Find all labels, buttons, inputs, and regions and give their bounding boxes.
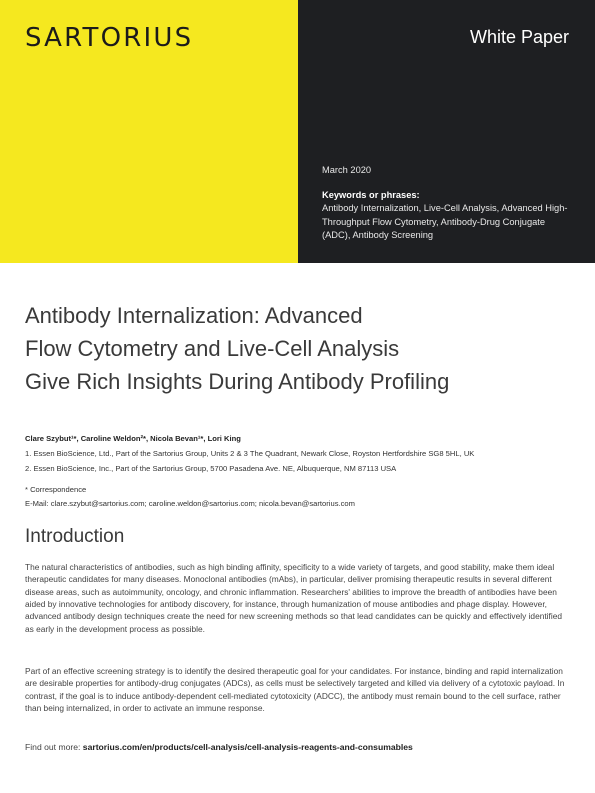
correspondence-label: * Correspondence: [25, 485, 87, 494]
dark-panel: [298, 0, 595, 263]
affiliation-2: 2. Essen BioScience, Inc., Part of the Sartorius Group, 5700 Pasadena Ave. NE, Albuquerque, NM 87113 USA: [25, 464, 397, 473]
correspondence-block: [25, 483, 575, 511]
title-line-3: Give Rich Insights During Antibody Profiling: [25, 369, 450, 394]
find-out-more-label: Find out more:: [25, 742, 81, 752]
sartorius-logo: SARTORIUS: [25, 23, 194, 53]
authors-block: [25, 431, 575, 476]
author-names: Clare Szybut¹*, Caroline Weldon²*, Nicola Bevan¹*, Lori King: [25, 434, 241, 443]
products-link[interactable]: sartorius.com/en/products/cell-analysis/cell-analysis-reagents-and-consumables: [82, 742, 413, 752]
header-banner: [0, 0, 595, 263]
introduction-heading: Introduction: [25, 526, 125, 547]
document-type: White Paper: [469, 27, 569, 47]
intro-paragraph-1: The natural characteristics of antibodies, such as high binding affinity, specificity to a wide variety of targets, and good stability, make them ideal therapeutic candidates for many diseases. Monoclonal antibodies (mAbs), in particular, deliver promising therapeutic results in several different disease areas, such as autoimmunity, oncology, and chronic inflammation. Researchers' abilities to improve the breadth of antibodies have been aided by innovative technologies for antibody discovery, for instance, through humanization of mouse antibodies and phage display. However, advanced antibody design techniques create the need for new screening methods so that lead candidates can be quickly and effectively identified as early in the development process as possible.: [25, 562, 562, 634]
yellow-panel: [0, 0, 298, 263]
metadata-block: [322, 164, 572, 242]
publication-date: March 2020: [322, 165, 372, 175]
correspondence-email: E-Mail: clare.szybut@sartorius.com; caroline.weldon@sartorius.com; nicola.bevan@sartorius.com: [25, 499, 355, 508]
keywords-text: Antibody Internalization, Live-Cell Analysis, Advanced High-Throughput Flow Cytometry, Antibody-Drug Conjugate (ADC), Antibody Screening: [322, 203, 568, 240]
title-line-1: Antibody Internalization: Advanced: [25, 303, 363, 328]
affiliation-1: 1. Essen BioScience, Ltd., Part of the Sartorius Group, Units 2 & 3 The Quadrant, Newark Close, Royston Hertfordshire SG8 5HL, UK: [25, 449, 475, 458]
title-line-2: Flow Cytometry and Live-Cell Analysis: [25, 336, 400, 361]
keywords-title: Keywords or phrases:: [322, 190, 420, 201]
intro-paragraph-2: Part of an effective screening strategy is to identify the desired therapeutic goal for your candidates. For instance, binding and rapid internalization are desirable properties for antibody-drug conjugates (ADCs), as cells must be selectively targeted and killed via delivery of a cytotoxic payload. In contrast, if the goal is to induce antibody-dependent cell-mediated cytotoxicity (ADCC), the antibody must remain bound to the cell surface, rather than being internalized, in order to activate an immune response.: [25, 666, 565, 714]
document-title: [25, 299, 565, 398]
find-out-more: [25, 742, 413, 752]
